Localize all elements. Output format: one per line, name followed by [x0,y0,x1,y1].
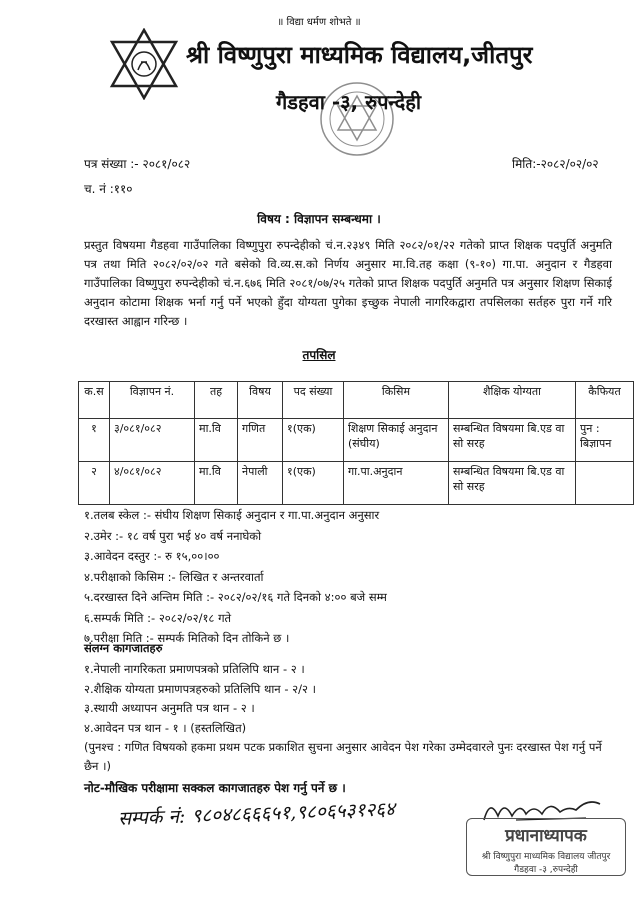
table-row [79,419,634,462]
school-address: गैडहवा -३, रुपन्देही [276,90,422,114]
cell-remarks: पुन : बिज्ञापन [576,419,634,462]
list-item: ६.सम्पर्क मिति :- २०८२/०२/१८ गते [84,610,232,625]
cell-level: मा.वि [195,462,238,505]
vacancy-table [78,381,634,505]
school-name: श्री विष्णुपुरा माध्यमिक विद्यालय,जीतपुर [186,41,533,69]
note-line: नोट-मौखिक परीक्षामा सक्कल कागजातहरु पेश गर्नु पर्ने छ । [84,781,346,795]
table-title: तपसिल [302,348,336,362]
list-item: २.उमेर :- १८ वर्ष पुरा भई ४० वर्ष ननाघेको [84,528,262,543]
school-logo-icon [108,28,180,100]
cell-serial: १ [79,419,110,462]
cell-level: मा.वि [195,419,238,462]
list-item: ४.आवेदन पत्र थान - १ । (हस्तलिखित) [84,720,247,735]
documents-list [84,660,316,738]
cell-subject: गणित [238,419,283,462]
cell-posts: १(एक) [283,462,344,505]
table-header-row [79,382,634,419]
list-item: ७.परीक्षा मिति :- सम्पर्क मितिको दिन तोकिने छ । [84,631,290,645]
cell-ad-no: ३/०८१/०८२ [110,419,195,462]
list-item: ५.दरखास्त दिने अन्तिम मिति :- २०८२/०२/१६ गते दिनको ४:०० बजे सम्म [84,590,387,604]
subject-line: विषय : विज्ञापन सम्बन्धमा । [257,212,381,226]
stamp-title: प्रधानाध्यापक [505,826,587,846]
headmaster-stamp [466,818,626,876]
col-header-remarks: कैफियत [576,382,634,419]
cell-qualification: सम्बन्धित विषयमा बि.एड वा सो सरह [449,419,576,462]
documents-title: संलग्न कागजातहरु [84,641,163,655]
cell-serial: २ [79,462,110,505]
letter-number: पत्र संख्या :- २०८१/०८२ [84,157,191,171]
list-item: १.नेपाली नागरिकता प्रमाणपत्रको प्रतिलिपि थान - २ । [84,662,305,676]
postscript: (पुनश्च : गणित विषयको हकमा प्रथम पटक प्रकाशित सुचना अनुसार आवेदन पेश गरेका उम्मेदवारले पुनः दरखास्त पेश गर्नु पर्ने छैन ।) [84,740,602,773]
list-item: ३.स्थायी अध्यापन अनुमति पत्र थान - २ । [84,701,255,715]
col-header-qualification: शैक्षिक योग्यता [449,382,576,419]
school-motto: ॥ विद्या धर्मण शोभते ॥ [277,17,361,28]
cell-posts: १(एक) [283,419,344,462]
col-header-level: तह [195,382,238,419]
cell-type: शिक्षण सिकाई अनुदान (संघीय) [344,419,449,462]
cell-qualification: सम्बन्धित विषयमा बि.एड वा सो सरह [449,462,576,505]
list-item: १.तलब स्केल :- संघीय शिक्षण सिकाई अनुदान र गा.पा.अनुदान अनुसार [84,508,380,522]
table-row [79,462,634,505]
list-item: ४.परीक्षाको किसिम :- लिखित र अन्तरवार्ता [84,569,264,584]
list-item: ३.आवेदन दस्तुर :- रु १५,००।०० [84,549,220,563]
stamp-place: गैडहवा -३ ,रुपन्देही [514,865,578,875]
terms-list [84,505,387,649]
body-paragraph: प्रस्तुत विषयमा गैडहवा गाउँपालिका विष्णुपुरा रुपन्देहीको चं.न.२३४९ मिति २०८२/०१/२२ गतेको प्राप्त शिक्षक पदपुर्ति अनुमति पत्र तथा मिति २०८२/०२/०२ गते बसेको वि.व्य.स.को निर्णय अनुसार मा.वि.तह कक्षा (९-१०) गा.पा. अनुदान र गैडहवा गाउँपालिका विष्णुपुरा रुपन्देहीको चं.न.६७६ मिति २०८१/०७/२५ गतेको प्राप्त शिक्षक पदपुर्ति अनुमति पत्र अनुसार शिक्षण सिकाई अनुदान कोटामा शिक्षक भर्ना गर्नु पर्ने भएको हुँदा योग्यता पुगेका इच्छुक नेपाली नागरिकद्वारा तपसिलका सर्तहरु पुरा गर्ने गरि दरखास्त आह्वान गरिन्छ । [84,238,612,328]
cell-subject: नेपाली [238,462,283,505]
letter-date: मिति:-२०८२/०२/०२ [512,157,599,171]
stamp-school: श्री विष्णुपुरा माध्यमिक विद्यालय जीतपुर [481,852,611,862]
cell-type: गा.पा.अनुदान [344,462,449,505]
handwritten-contact: सम्पर्क नं: ९८०४८६६६५१,९८०६५३१२६४ [117,798,396,830]
cell-remarks [576,462,634,505]
list-item: २.शैक्षिक योग्यता प्रमाणपत्रहरुको प्रतिलिपि थान - २/२ । [84,681,316,696]
col-header-subject: विषय [238,382,283,419]
col-header-posts: पद संख्या [283,382,344,419]
col-header-serial: क.स [79,382,110,419]
col-header-ad-no: विज्ञापन नं. [110,382,195,419]
dispatch-number: च. नं :११० [84,182,133,196]
cell-ad-no: ४/०८१/०८२ [110,462,195,505]
col-header-type: किसिम [344,382,449,419]
